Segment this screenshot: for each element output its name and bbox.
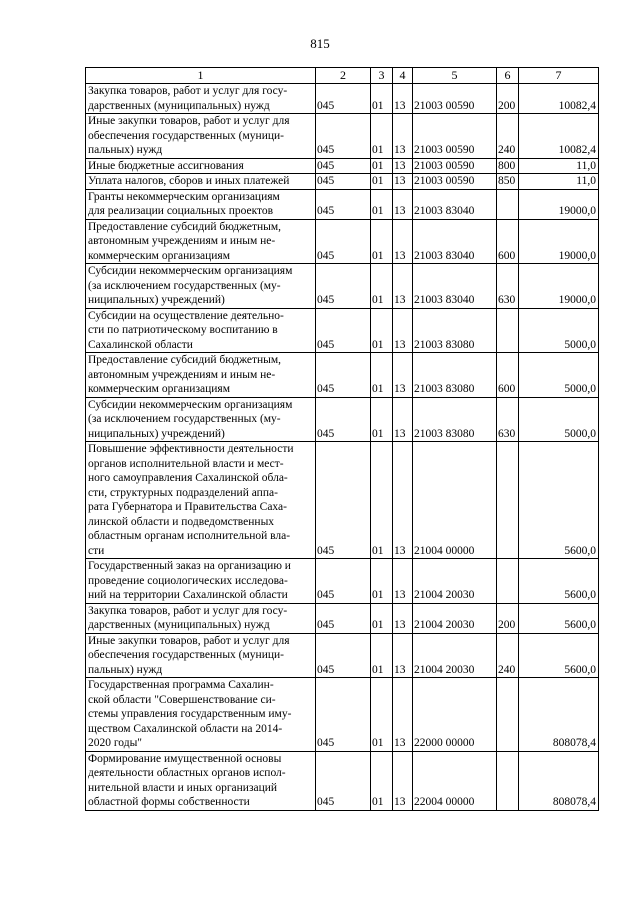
target-article-cell: 22004 00000 — [413, 751, 497, 810]
section-cell: 01 — [371, 559, 393, 604]
subsection-cell: 13 — [393, 559, 413, 604]
row-name-cell: Государственный заказ на организацию и проведение социологических исследова- ний на территории Сахалинской области — [86, 559, 316, 604]
amount-cell: 5600,0 — [519, 442, 599, 559]
code-cell: 045 — [316, 114, 371, 159]
code-cell: 045 — [316, 158, 371, 174]
section-cell: 01 — [371, 678, 393, 752]
expense-type-cell: 630 — [497, 397, 519, 442]
amount-cell: 808078,4 — [519, 751, 599, 810]
section-cell: 01 — [371, 397, 393, 442]
section-cell: 01 — [371, 114, 393, 159]
row-name-cell: Повышение эффективности деятельности органов исполнительной власти и мест- ного самоуправления Сахалинской обла- сти, структурных подразделений аппа- рата Губернатора и Правительства Саха- линской области и подведомственных областным органам исполнительной вла- сти — [86, 442, 316, 559]
amount-cell: 19000,0 — [519, 189, 599, 219]
expense-type-cell: 200 — [497, 84, 519, 114]
code-cell: 045 — [316, 84, 371, 114]
section-cell: 01 — [371, 308, 393, 353]
code-cell: 045 — [316, 678, 371, 752]
table-row — [86, 84, 599, 114]
target-article-cell: 21003 83080 — [413, 397, 497, 442]
expense-type-cell — [497, 442, 519, 559]
table-row — [86, 678, 599, 752]
row-name-cell: Уплата налогов, сборов и иных платежей — [86, 174, 316, 190]
code-cell: 045 — [316, 308, 371, 353]
amount-cell: 19000,0 — [519, 219, 599, 264]
column-header: 4 — [393, 68, 413, 84]
section-cell: 01 — [371, 84, 393, 114]
amount-cell: 5600,0 — [519, 633, 599, 678]
target-article-cell: 22000 00000 — [413, 678, 497, 752]
table-row — [86, 264, 599, 309]
expense-type-cell: 850 — [497, 174, 519, 190]
subsection-cell: 13 — [393, 174, 413, 190]
target-article-cell: 21004 20030 — [413, 633, 497, 678]
row-name-cell: Иные бюджетные ассигнования — [86, 158, 316, 174]
target-article-cell: 21003 83080 — [413, 308, 497, 353]
target-article-cell: 21003 83040 — [413, 189, 497, 219]
table-row — [86, 219, 599, 264]
subsection-cell: 13 — [393, 442, 413, 559]
expense-type-cell: 200 — [497, 603, 519, 633]
column-header: 5 — [413, 68, 497, 84]
table-row — [86, 353, 599, 398]
expense-type-cell — [497, 189, 519, 219]
table-row — [86, 397, 599, 442]
column-header: 3 — [371, 68, 393, 84]
section-cell: 01 — [371, 751, 393, 810]
code-cell: 045 — [316, 189, 371, 219]
code-cell: 045 — [316, 264, 371, 309]
subsection-cell: 13 — [393, 397, 413, 442]
table-row — [86, 189, 599, 219]
row-name-cell: Закупка товаров, работ и услуг для госу- дарственных (муниципальных) нужд — [86, 603, 316, 633]
subsection-cell: 13 — [393, 751, 413, 810]
row-name-cell: Предоставление субсидий бюджетным, автономным учреждениям и иным не- коммерческим организациям — [86, 219, 316, 264]
amount-cell: 11,0 — [519, 174, 599, 190]
amount-cell: 5600,0 — [519, 559, 599, 604]
expense-type-cell: 240 — [497, 633, 519, 678]
section-cell: 01 — [371, 174, 393, 190]
row-name-cell: Субсидии некоммерческим организациям (за исключением государственных (му- ниципальных) учреждений) — [86, 264, 316, 309]
target-article-cell: 21003 83040 — [413, 264, 497, 309]
amount-cell: 5000,0 — [519, 308, 599, 353]
expense-type-cell: 600 — [497, 219, 519, 264]
row-name-cell: Государственная программа Сахалин- ской области "Совершенствование си- стемы управления государственным иму- ществом Сахалинской области на 2014- 2020 годы" — [86, 678, 316, 752]
code-cell: 045 — [316, 174, 371, 190]
section-cell: 01 — [371, 264, 393, 309]
code-cell: 045 — [316, 633, 371, 678]
subsection-cell: 13 — [393, 158, 413, 174]
table-row — [86, 603, 599, 633]
target-article-cell: 21003 00590 — [413, 158, 497, 174]
subsection-cell: 13 — [393, 264, 413, 309]
amount-cell: 5000,0 — [519, 353, 599, 398]
subsection-cell: 13 — [393, 219, 413, 264]
expense-type-cell: 630 — [497, 264, 519, 309]
section-cell: 01 — [371, 603, 393, 633]
table-row — [86, 158, 599, 174]
target-article-cell: 21003 83040 — [413, 219, 497, 264]
code-cell: 045 — [316, 353, 371, 398]
table-row — [86, 442, 599, 559]
amount-cell: 808078,4 — [519, 678, 599, 752]
column-header: 6 — [497, 68, 519, 84]
page-number: 815 — [310, 36, 330, 51]
code-cell: 045 — [316, 397, 371, 442]
amount-cell: 19000,0 — [519, 264, 599, 309]
target-article-cell: 21004 20030 — [413, 603, 497, 633]
amount-cell: 10082,4 — [519, 114, 599, 159]
target-article-cell: 21004 00000 — [413, 442, 497, 559]
table-row — [86, 633, 599, 678]
subsection-cell: 13 — [393, 114, 413, 159]
subsection-cell: 13 — [393, 308, 413, 353]
code-cell: 045 — [316, 442, 371, 559]
subsection-cell: 13 — [393, 678, 413, 752]
table-row — [86, 308, 599, 353]
amount-cell: 10082,4 — [519, 84, 599, 114]
table-row — [86, 174, 599, 190]
target-article-cell: 21003 00590 — [413, 84, 497, 114]
amount-cell: 5000,0 — [519, 397, 599, 442]
column-header: 7 — [519, 68, 599, 84]
code-cell: 045 — [316, 603, 371, 633]
row-name-cell: Предоставление субсидий бюджетным, автономным учреждениям и иным не- коммерческим организациям — [86, 353, 316, 398]
row-name-cell: Иные закупки товаров, работ и услуг для обеспечения государственных (муници- пальных) нужд — [86, 633, 316, 678]
row-name-cell: Иные закупки товаров, работ и услуг для обеспечения государственных (муници- пальных) нужд — [86, 114, 316, 159]
expense-type-cell: 600 — [497, 353, 519, 398]
column-header: 1 — [86, 68, 316, 84]
section-cell: 01 — [371, 353, 393, 398]
expense-type-cell: 240 — [497, 114, 519, 159]
row-name-cell: Гранты некоммерческим организациям для реализации социальных проектов — [86, 189, 316, 219]
code-cell: 045 — [316, 751, 371, 810]
section-cell: 01 — [371, 219, 393, 264]
row-name-cell: Субсидии на осуществление деятельно- сти по патриотическому воспитанию в Сахалинской области — [86, 308, 316, 353]
table-row — [86, 559, 599, 604]
column-header: 2 — [316, 68, 371, 84]
code-cell: 045 — [316, 219, 371, 264]
expense-type-cell — [497, 559, 519, 604]
subsection-cell: 13 — [393, 189, 413, 219]
amount-cell: 11,0 — [519, 158, 599, 174]
section-cell: 01 — [371, 442, 393, 559]
subsection-cell: 13 — [393, 84, 413, 114]
expense-type-cell: 800 — [497, 158, 519, 174]
expense-type-cell — [497, 678, 519, 752]
section-cell: 01 — [371, 633, 393, 678]
table-row — [86, 114, 599, 159]
target-article-cell: 21003 00590 — [413, 174, 497, 190]
row-name-cell: Субсидии некоммерческим организациям (за исключением государственных (му- ниципальных) учреждений) — [86, 397, 316, 442]
amount-cell: 5600,0 — [519, 603, 599, 633]
table-row — [86, 751, 599, 810]
row-name-cell: Формирование имущественной основы деятельности областных органов испол- нительной власти и иных организаций областной формы собственности — [86, 751, 316, 810]
target-article-cell: 21004 20030 — [413, 559, 497, 604]
target-article-cell: 21003 00590 — [413, 114, 497, 159]
budget-table — [85, 67, 599, 811]
target-article-cell: 21003 83080 — [413, 353, 497, 398]
expense-type-cell — [497, 308, 519, 353]
row-name-cell: Закупка товаров, работ и услуг для госу- дарственных (муниципальных) нужд — [86, 84, 316, 114]
subsection-cell: 13 — [393, 633, 413, 678]
expense-type-cell — [497, 751, 519, 810]
code-cell: 045 — [316, 559, 371, 604]
subsection-cell: 13 — [393, 603, 413, 633]
section-cell: 01 — [371, 189, 393, 219]
section-cell: 01 — [371, 158, 393, 174]
header-row — [86, 68, 599, 84]
subsection-cell: 13 — [393, 353, 413, 398]
